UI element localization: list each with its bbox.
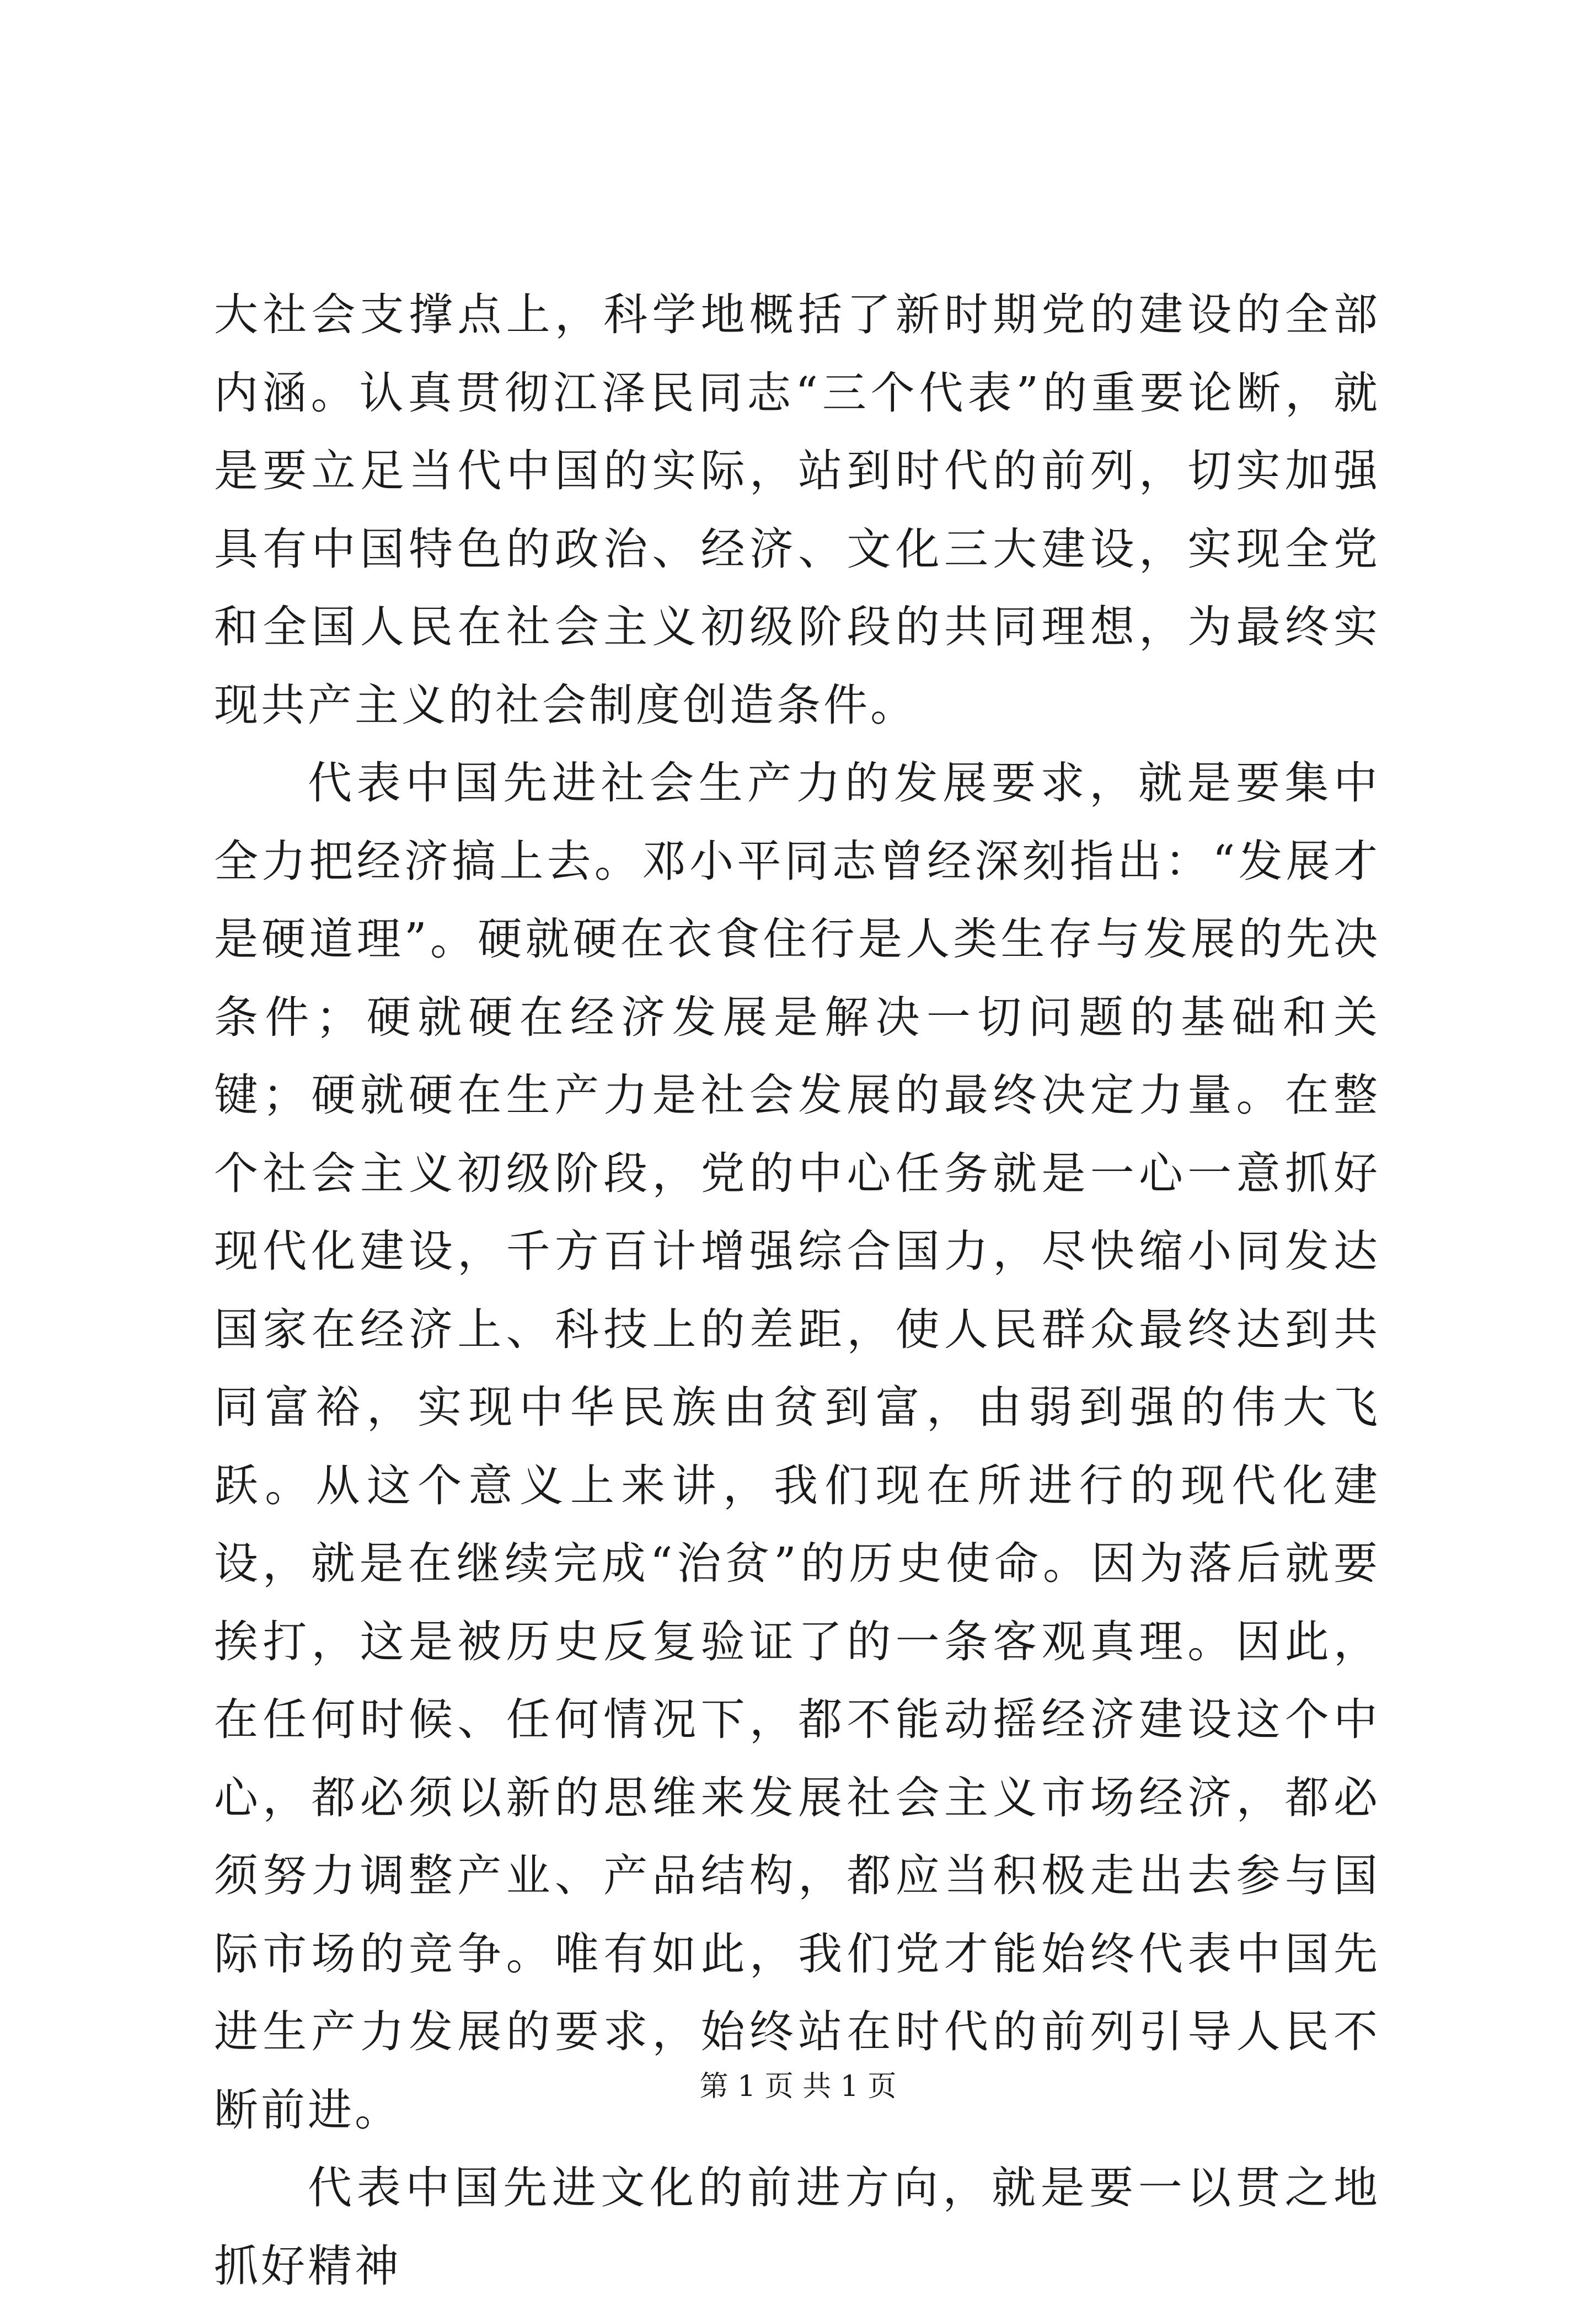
body-text <box>214 276 1380 2305</box>
paragraph-1: 大社会支撑点上，科学地概括了新时期党的建设的全部内涵。认真贯彻江泽民同志“三个代表”的重要论断，就是要立足当代中国的实际，站到时代的前列，切实加强具有中国特色的政治、经济、文化三大建设，实现全党和全国人民在社会主义初级阶段的共同理想，为最终实现共产主义的社会制度创造条件。 <box>214 289 1380 731</box>
paragraph-3: 代表中国先进文化的前进方向，就是要一以贯之地抓好精神 <box>214 2162 1380 2292</box>
paragraph-2: 代表中国先进社会生产力的发展要求，就是要集中全力把经济搞上去。邓小平同志曾经深刻指出：“发展才是硬道理”。硬就硬在衣食住行是人类生存与发展的先决条件；硬就硬在经济发展是解决一切问题的基础和关键；硬就硬在生产力是社会发展的最终决定力量。在整个社会主义初级阶段，党的中心任务就是一心一意抓好现代化建设，千方百计增强综合国力，尽快缩小同发达国家在经济上、科技上的差距，使人民群众最终达到共同富裕，实现中华民族由贫到富，由弱到强的伟大飞跃。从这个意义上来讲，我们现在所进行的现代化建设，就是在继续完成“治贫”的历史使命。因为落后就要挨打，这是被历史反复验证了的一条客观真理。因此，在任何时候、任何情况下，都不能动摇经济建设这个中心，都必须以新的思维来发展社会主义市场经济，都必须努力调整产业、产品结构，都应当积极走出去参与国际市场的竞争。唯有如此，我们党才能始终代表中国先进生产力发展的要求，始终站在时代的前列引导人民不断前进。 <box>214 757 1380 2136</box>
page-number-footer: 第 1 页 共 1 页 <box>699 2070 897 2103</box>
